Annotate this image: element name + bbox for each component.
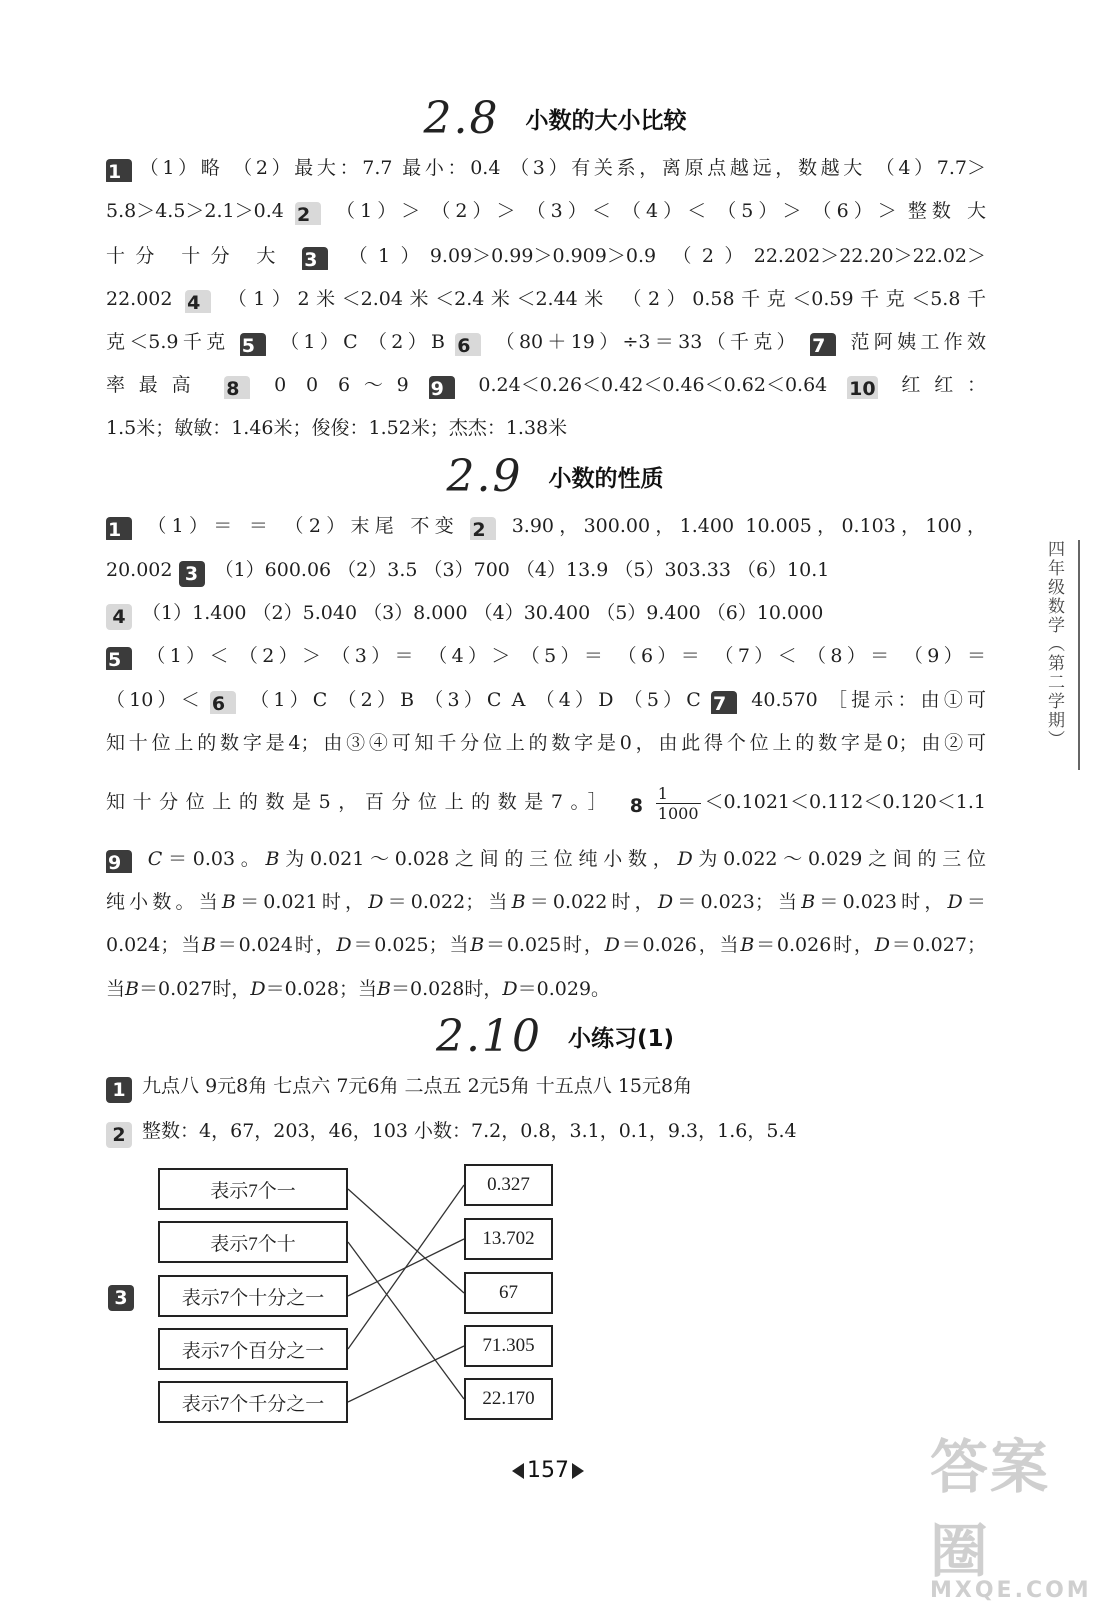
answer-text: ＜0.1021＜0.112＜0.120＜1.1 — [704, 791, 986, 813]
numerator: 1 — [656, 784, 701, 804]
answer-text: （10）＜ — [106, 689, 210, 711]
question-number-badge: 8 — [629, 795, 644, 817]
answer-text: 红红： — [881, 374, 986, 396]
answer-text: 克＜5.9千克 — [106, 331, 240, 353]
answer-text: 0.024；当 — [106, 934, 203, 956]
answer-text: （1）＝ ＝ （2）末尾 不变 — [136, 515, 471, 537]
section-name: 小数的大小比较 — [525, 107, 687, 134]
answer-text: 九点八 9元8角 七点六 7元6角 二点五 2元5角 十五点八 15元8角 — [136, 1075, 693, 1097]
variable: B — [202, 934, 216, 956]
answer-text: 5.8＞4.5＞2.1＞0.4 — [106, 200, 295, 222]
sidebar-rule — [1078, 540, 1080, 770]
answer-text: 22.002 — [106, 288, 186, 310]
answer-text: 20.002 — [106, 559, 179, 581]
answer-text: ＝0.027时， — [138, 978, 251, 1000]
question-number-badge: 3 — [179, 561, 205, 587]
answer-text: ＝0.028时， — [391, 978, 503, 1000]
answer-text: （1）9.09＞0.99＞0.909＞0.9 （2）22.202＞22.20＞22.02＞ — [332, 245, 986, 267]
question-number-badge: 6 — [455, 333, 481, 356]
match-line-5 — [348, 1346, 464, 1402]
left-box-2: 表示7个十 — [158, 1221, 348, 1263]
triangle-left-icon — [512, 1463, 524, 1479]
answer-text: ＝0.021时， — [235, 891, 369, 913]
section-number: 2.9 — [446, 450, 523, 502]
answer-text: 0.24＜0.26＜0.42＜0.46＜0.62＜0.64 — [458, 374, 848, 396]
variable: B — [377, 978, 391, 1000]
variable: B — [740, 934, 755, 956]
match-line-1 — [348, 1189, 464, 1293]
answer-text: ＝0.027； — [889, 934, 986, 956]
answer-text: ＝0.022时， — [525, 891, 658, 913]
watermark-logo — [930, 1420, 1100, 1603]
question-number-badge: 5 — [240, 333, 266, 356]
answer-text: （1）C （2）B （3）C A （4）D （5）C — [239, 689, 712, 711]
match-line-2 — [348, 1242, 464, 1399]
triangle-right-icon — [572, 1463, 584, 1479]
answer-text: （1）C （2）B — [269, 331, 456, 353]
variable: D — [368, 891, 384, 913]
right-box-5: 22.170 — [464, 1378, 553, 1420]
question-number-badge: 7 — [711, 691, 737, 714]
section-name: 小数的性质 — [548, 465, 664, 492]
variable: D — [874, 934, 890, 956]
question-number-badge: 6 — [210, 691, 236, 714]
answer-text: 范阿姨工作效 — [840, 331, 986, 353]
answer-text: 十分 十分 大 — [106, 245, 303, 267]
question-number-badge: 3 — [302, 247, 328, 270]
left-box-5: 表示7个千分之一 — [158, 1381, 348, 1423]
sidebar-title: 四年级数学（第二学期） — [1044, 540, 1064, 749]
answer-text: 1.5米；敏敏：1.46米；俊俊：1.52米；杰杰：1.38米 — [106, 417, 568, 439]
watermark-main: 答案圈 — [930, 1433, 1051, 1585]
question-number-badge: 5 — [106, 647, 132, 670]
answer-text: 为0.022～0.029之间的三位 — [692, 848, 986, 870]
variable: B — [125, 978, 139, 1000]
answer-text: ＝0.025时， — [484, 934, 605, 956]
answer-text: 3.90，300.00，1.400 10.005，0.103，100， — [500, 515, 986, 537]
question-number-badge: 8 — [224, 376, 250, 399]
answer-text: 纯小数。当 — [106, 891, 222, 913]
question-number-badge: 1 — [106, 159, 132, 182]
answer-text: （80＋19）÷3＝33（千克） — [485, 331, 811, 353]
page-number-text: 157 — [527, 1458, 569, 1483]
answer-text: （1）1.400 （2）5.040 （3）8.000 （4）30.400 （5）9.400 （6）10.000 — [136, 602, 824, 624]
match-line-4 — [348, 1185, 464, 1349]
matching-badge: 3 — [108, 1285, 134, 1311]
answer-text: 当 — [106, 978, 126, 1000]
question-number-badge: 1 — [106, 1077, 132, 1103]
question-number-badge: 1 — [106, 517, 132, 540]
page-number — [512, 1458, 584, 1483]
question-number-badge: 4 — [106, 604, 132, 630]
section-number: 2.8 — [423, 92, 500, 144]
variable: B — [265, 848, 280, 870]
answer-text: ＝0.028；当 — [265, 978, 378, 1000]
answer-text: 整数：4，67，203，46，103 小数：7.2，0.8，3.1，0.1，9.3，1.6，5.4 — [136, 1120, 797, 1142]
variable: B — [511, 891, 526, 913]
variable: D — [502, 978, 518, 1000]
left-box-4: 表示7个百分之一 — [158, 1328, 348, 1370]
left-box-3: 表示7个十分之一 — [158, 1275, 348, 1317]
section-name: 小练习(1) — [567, 1025, 674, 1052]
variable: D — [250, 978, 266, 1000]
right-box-4: 71.305 — [464, 1325, 553, 1367]
answer-text: 知十分位上的数是5，百分位上的数是7。］ — [106, 791, 628, 813]
answer-text: ＝0.026，当 — [619, 934, 741, 956]
answer-text: （1）略 （2）最大：7.7 最小：0.4 （3）有关系，离原点越远，数越大 （4）7.7＞ — [136, 157, 986, 179]
variable: D — [604, 934, 620, 956]
answer-text: （1）2米＜2.04米＜2.4米＜2.44米 （2）0.58千克＜0.59千克＜5.8千 — [215, 288, 986, 310]
answer-text: ＝0.026时， — [754, 934, 875, 956]
question-number-badge: 10 — [847, 376, 877, 399]
variable: D — [947, 891, 963, 913]
question-number-badge: 9 — [429, 376, 455, 399]
answer-text: ＝ — [962, 891, 986, 913]
answer-text: ＝0.023；当 — [673, 891, 802, 913]
variable: B — [221, 891, 236, 913]
answer-text: （1）600.06 （2）3.5 （3）700 （4）13.9 （5）303.33 （6）10.1 — [208, 559, 830, 581]
right-box-1: 0.327 — [464, 1164, 553, 1206]
book-sidebar — [1030, 540, 1080, 780]
right-box-2: 13.702 — [464, 1218, 553, 1260]
answer-text: ＝0.024时， — [215, 934, 337, 956]
answer-text: 知十位上的数字是4；由③④可知千分位上的数字是0，由此得个位上的数字是0；由②可 — [106, 732, 986, 754]
watermark-sub: MXQE.COM — [930, 1578, 1092, 1603]
question-number-badge: 4 — [185, 290, 211, 313]
question-number-badge: 2 — [106, 1122, 132, 1148]
variable: D — [677, 848, 693, 870]
variable: B — [470, 934, 485, 956]
left-box-1: 表示7个一 — [158, 1168, 348, 1210]
variable: C — [147, 848, 163, 870]
denominator: 1000 — [657, 803, 699, 822]
right-box-3: 67 — [464, 1272, 553, 1314]
answer-text: ＝0.029。 — [517, 978, 611, 1000]
variable: B — [801, 891, 816, 913]
answer-text: 率最高 — [106, 374, 225, 396]
question-number-badge: 2 — [470, 517, 496, 540]
answer-text: 为0.021～0.028之间的三位纯小数， — [279, 848, 678, 870]
answer-text: ＝0.022；当 — [383, 891, 512, 913]
variable: D — [657, 891, 674, 913]
answer-text: ＝0.023时， — [815, 891, 948, 913]
question-number-badge: 2 — [295, 202, 321, 225]
question-number-badge: 7 — [810, 333, 836, 356]
answer-text: （1）＞ （2）＞ （3）＜ （4）＜ （5）＞ （6）＞ 整数 大 — [324, 200, 986, 222]
section-number: 2.10 — [436, 1010, 542, 1062]
answer-text: ＝0.03。 — [162, 848, 266, 870]
answer-text: 0 0 6～9 — [254, 374, 429, 396]
answer-text: （1）＜ （2）＞ （3）＝ （4）＞ （5）＝ （6）＝ （7）＜ （8）＝ （9）＝ — [136, 645, 986, 667]
answer-text: 40.570 ［提示：由①可 — [741, 689, 986, 711]
question-number-badge: 9 — [106, 850, 132, 873]
answer-text: ＝0.025；当 — [351, 934, 471, 956]
variable: D — [336, 934, 352, 956]
